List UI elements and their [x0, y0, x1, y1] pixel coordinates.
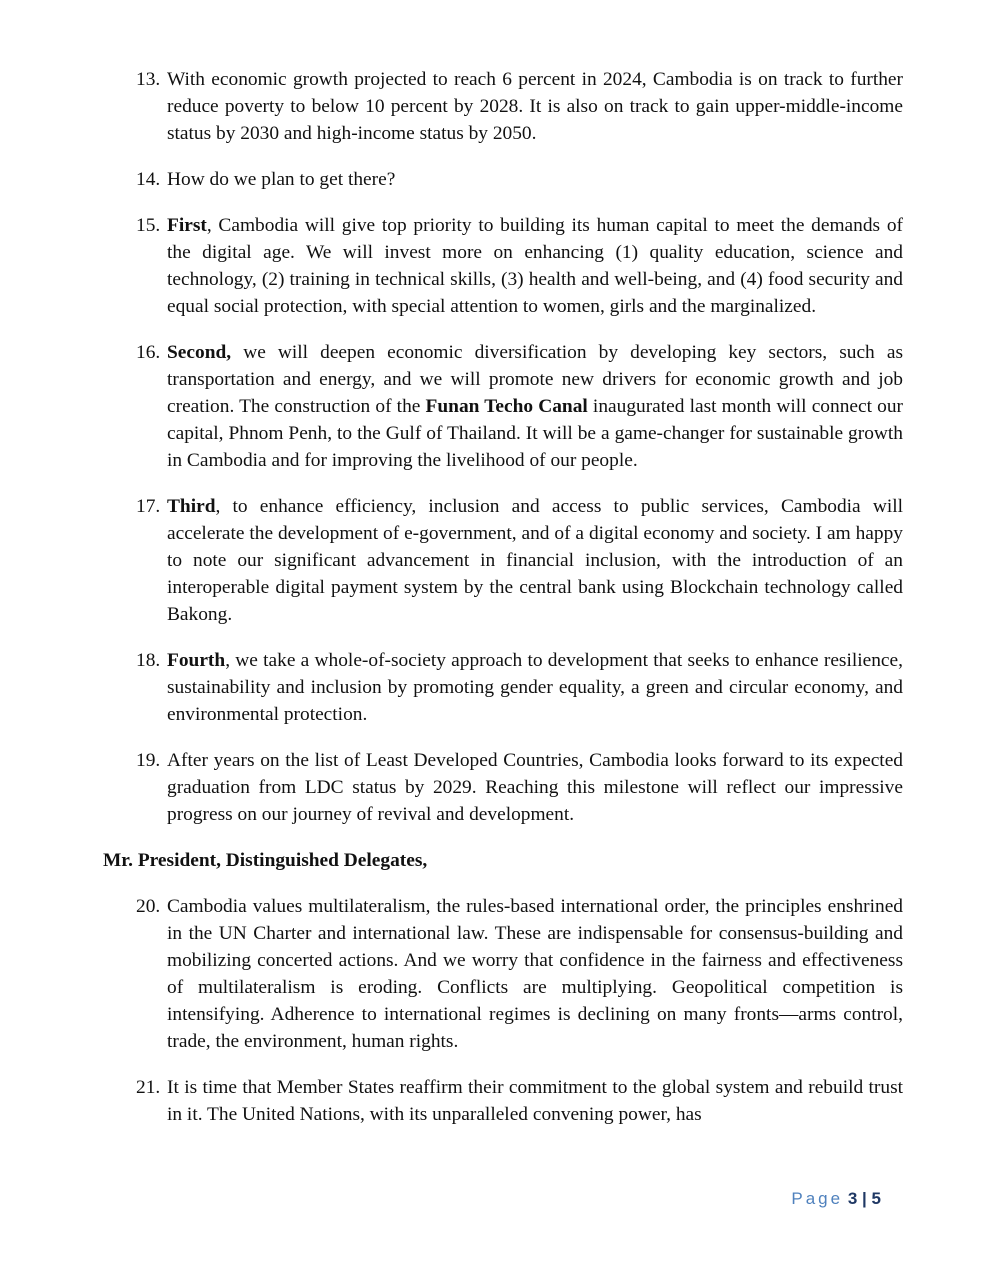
bold-text: First	[167, 215, 207, 236]
page-label: Page	[791, 1189, 844, 1208]
item-text: , to enhance efficiency, inclusion and access to public services, Cambodia will accelerate the development of e-government, and of a digital economy and society. I am happy to note our significant advancement in financial inclusion, with the introduction of an interoperable digital payment system by the central bank using Blockchain technology called Bakong.	[167, 496, 903, 625]
item-number: 15.	[136, 215, 161, 236]
item-text: After years on the list of Least Developed Countries, Cambodia looks forward to its expected graduation from LDC status by 2029. Reaching this milestone will reflect our impressive progress on our journey of revival and development.	[167, 750, 903, 825]
bold-text: Third	[167, 496, 216, 517]
item-text: we will deepen economic diversification by developing key sectors, such as transportation and energy, and we will promote new drivers for economic growth and job creation. The construction of the	[167, 342, 903, 417]
page-content	[103, 66, 903, 1147]
page-current: 3	[847, 1189, 858, 1208]
item-text: How do we plan to get there?	[167, 169, 396, 190]
page-separator: |	[862, 1189, 867, 1208]
list-item	[103, 212, 903, 320]
page-total: 5	[871, 1189, 881, 1208]
item-text: With economic growth projected to reach 6 percent in 2024, Cambodia is on track to further reduce poverty to below 10 percent by 2028. It is also on track to gain upper-middle-income status by 2030 and high-income status by 2050.	[167, 69, 903, 144]
item-number: 17.	[136, 496, 161, 517]
item-number: 21.	[136, 1077, 161, 1098]
list-item	[103, 166, 903, 193]
bold-text: Funan Techo Canal	[425, 396, 588, 417]
section-heading: Mr. President, Distinguished Delegates,	[103, 850, 428, 871]
page-footer	[791, 1189, 881, 1209]
item-number: 13.	[136, 69, 161, 90]
item-text: It is time that Member States reaffirm their commitment to the global system and rebuild trust in it. The United Nations, with its unparalleled convening power, has	[167, 1077, 903, 1125]
list-item	[103, 647, 903, 728]
item-number: 18.	[136, 650, 161, 671]
item-number: 19.	[136, 750, 161, 771]
item-text: inaugurated last month will connect our capital, Phnom Penh, to the Gulf of Thailand. It will be a game-changer for sustainable growth in Cambodia and for improving the livelihood of our people.	[167, 396, 903, 471]
numbered-list-continued	[103, 893, 903, 1128]
numbered-list	[103, 66, 903, 828]
list-item	[103, 339, 903, 474]
list-item	[103, 747, 903, 828]
item-text: , Cambodia will give top priority to building its human capital to meet the demands of the digital age. We will invest more on enhancing (1) quality education, science and technology, (2) training in technical skills, (3) health and well-being, and (4) food security and equal social protection, with special attention to women, girls and the marginalized.	[167, 215, 903, 317]
list-item	[103, 493, 903, 628]
item-number: 20.	[136, 896, 161, 917]
bold-text: Fourth	[167, 650, 226, 671]
item-text: , we take a whole-of-society approach to development that seeks to enhance resilience, sustainability and inclusion by promoting gender equality, a green and circular economy, and environmental protection.	[167, 650, 903, 725]
item-number: 16.	[136, 342, 161, 363]
item-text: Cambodia values multilateralism, the rules-based international order, the principles enshrined in the UN Charter and international law. These are indispensable for consensus-building and mobilizing concerted actions. And we worry that confidence in the fairness and effectiveness of multilateralism is eroding. Conflicts are multiplying. Geopolitical competition is intensifying. Adherence to international regimes is declining on many fronts—arms control, trade, the environment, human rights.	[167, 896, 903, 1052]
bold-text: Second,	[167, 342, 232, 363]
list-item	[103, 66, 903, 147]
list-item	[103, 1074, 903, 1128]
list-item	[103, 893, 903, 1055]
item-number: 14.	[136, 169, 161, 190]
